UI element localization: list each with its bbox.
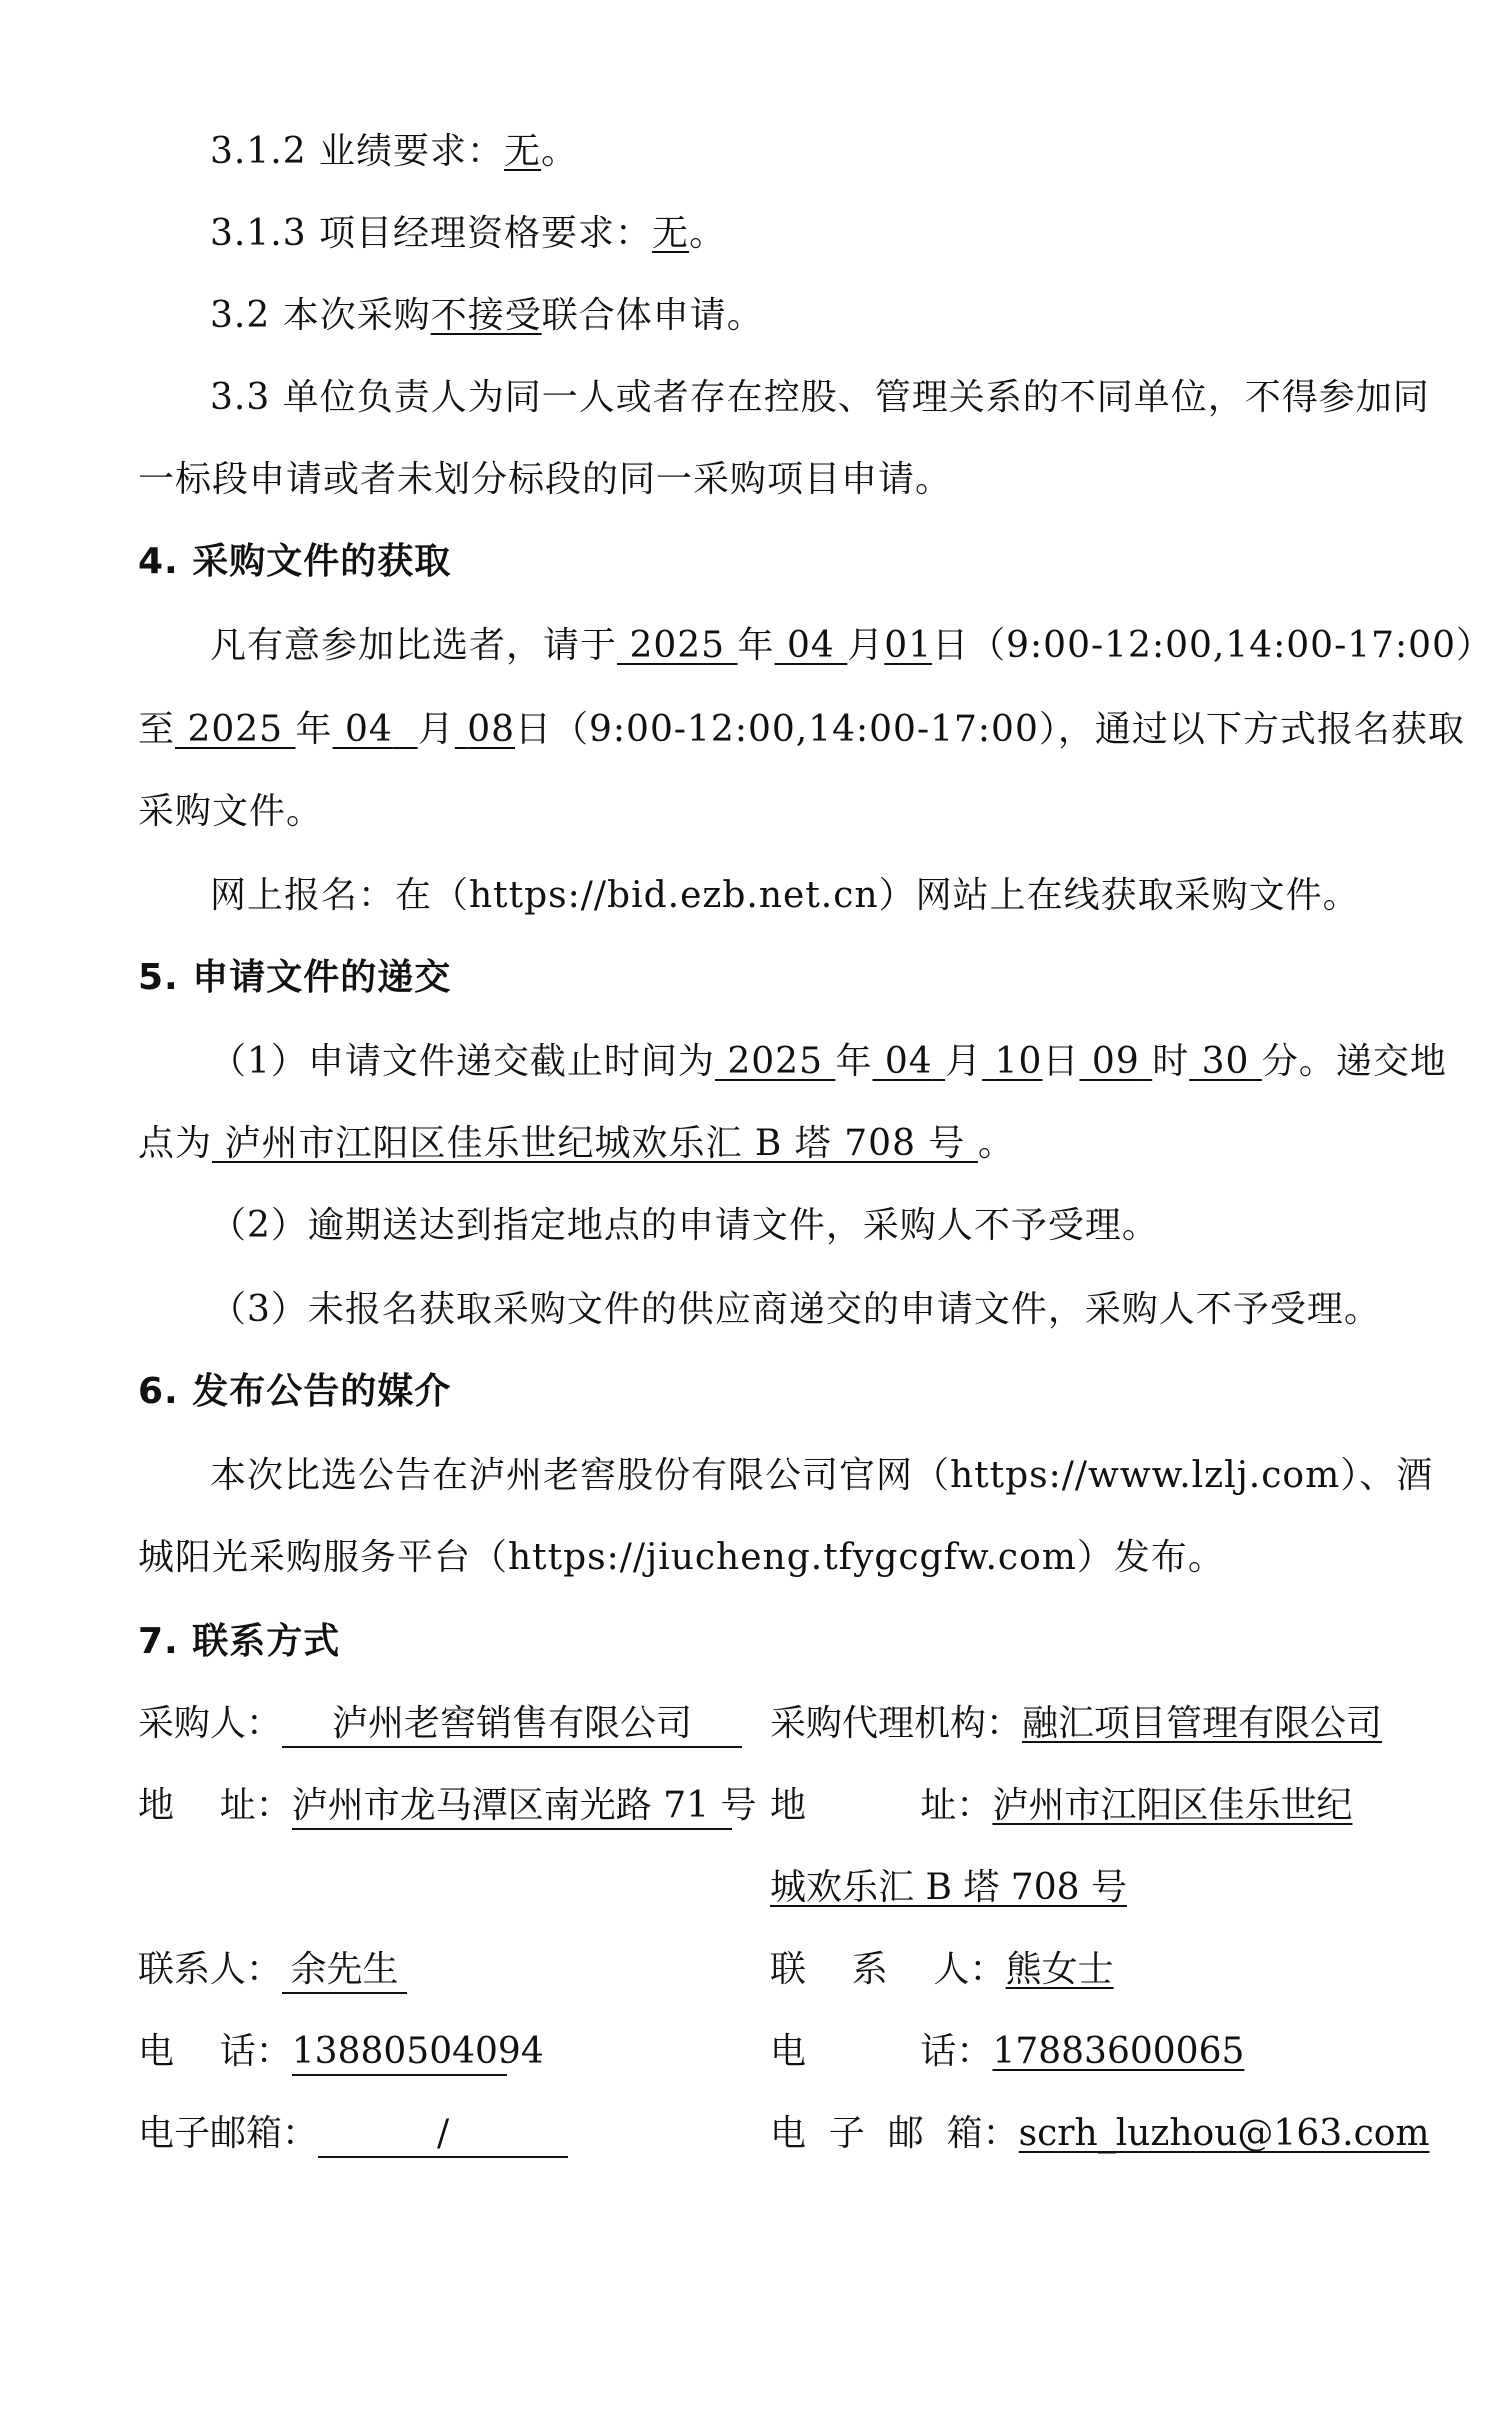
section-4-line2: 至 2025 年 04 月 08日（9:00-12:00,14:00-17:00），通过以下方式报名获取 xyxy=(138,709,1465,750)
agency-name-row: 采购代理机构：融汇项目管理有限公司 xyxy=(770,1703,1383,1744)
purchaser-name: 泸州老窖销售有限公司 xyxy=(282,1702,742,1748)
purchaser-email-row: 电子邮箱： / xyxy=(138,2110,738,2158)
section-5-p1-line2: 点为 泸州市江阳区佳乐世纪城欢乐汇 B 塔 708 号 。 xyxy=(138,1123,1015,1164)
section-3-3-line2: 一标段申请或者未划分标段的同一采购项目申请。 xyxy=(138,459,953,500)
purchaser-name-row: 采购人： 泸州老窖销售有限公司 xyxy=(138,1700,738,1748)
section-5-p3: （3）未报名获取采购文件的供应商递交的申请文件，采购人不予受理。 xyxy=(210,1289,1381,1330)
agency-phone: 17883600065 xyxy=(992,2031,1245,2072)
agency-contact: 熊女士 xyxy=(1005,1949,1114,1990)
section-3-3-line1: 3.3 单位负责人为同一人或者存在控股、管理关系的不同单位，不得参加同 xyxy=(210,377,1430,418)
agency-address-row: 地 址：泸州市江阳区佳乐世纪 xyxy=(770,1785,1353,1826)
agency-name: 融汇项目管理有限公司 xyxy=(1022,1703,1383,1744)
purchaser-phone: 13880504094 xyxy=(292,2030,507,2076)
agency-email: scrh_luzhou@163.com xyxy=(1018,2113,1430,2154)
heading-7: 7. 联系方式 xyxy=(138,1621,341,1662)
purchaser-address-row: 地 址：泸州市龙马潭区南光路 71 号 xyxy=(138,1782,738,1830)
purchaser-contact: 余先生 xyxy=(282,1948,407,1994)
heading-6: 6. 发布公告的媒介 xyxy=(138,1371,452,1412)
section-5-p2: （2）逾期送达到指定地点的申请文件，采购人不予受理。 xyxy=(210,1205,1159,1246)
agency-email-row: 电 子 邮 箱：scrh_luzhou@163.com xyxy=(770,2113,1430,2154)
section-3-2: 3.2 本次采购不接受联合体申请。 xyxy=(210,295,764,336)
section-4-line3: 采购文件。 xyxy=(138,791,324,832)
section-4-line1: 凡有意参加比选者，请于 2025 年 04 月01日（9:00-12:00,14:00-17:00） xyxy=(210,625,1493,666)
agency-address-line2: 城欢乐汇 B 塔 708 号 xyxy=(770,1867,1127,1908)
agency-contact-row: 联 系 人：熊女士 xyxy=(770,1949,1114,1990)
section-6-line1: 本次比选公告在泸州老窖股份有限公司官网（https://www.lzlj.com）、酒 xyxy=(210,1455,1434,1496)
purchaser-email: / xyxy=(318,2112,568,2158)
section-6-line2: 城阳光采购服务平台（https://jiucheng.tfygcgfw.com）发布。 xyxy=(138,1537,1225,1578)
section-4-online: 网上报名：在（https://bid.ezb.net.cn）网站上在线获取采购文件。 xyxy=(210,875,1360,916)
section-3-1-3: 3.1.3 项目经理资格要求：无。 xyxy=(210,213,727,254)
purchaser-contact-row: 联系人： 余先生 xyxy=(138,1946,738,1994)
agency-address-line2-row xyxy=(770,1864,1370,1912)
agency-phone-row: 电 话：17883600065 xyxy=(770,2031,1245,2072)
purchaser-address: 泸州市龙马潭区南光路 71 号 xyxy=(292,1784,732,1830)
section-3-1-2: 3.1.2 业绩要求：无。 xyxy=(210,131,579,172)
heading-5: 5. 申请文件的递交 xyxy=(138,957,452,998)
section-5-p1-line1: （1）申请文件递交截止时间为 2025 年 04 月 10日 09 时 30 分。递交地 xyxy=(210,1041,1447,1082)
heading-4: 4. 采购文件的获取 xyxy=(138,541,452,582)
purchaser-phone-row: 电 话：13880504094 xyxy=(138,2028,738,2076)
agency-address-line1: 泸州市江阳区佳乐世纪 xyxy=(992,1785,1353,1826)
